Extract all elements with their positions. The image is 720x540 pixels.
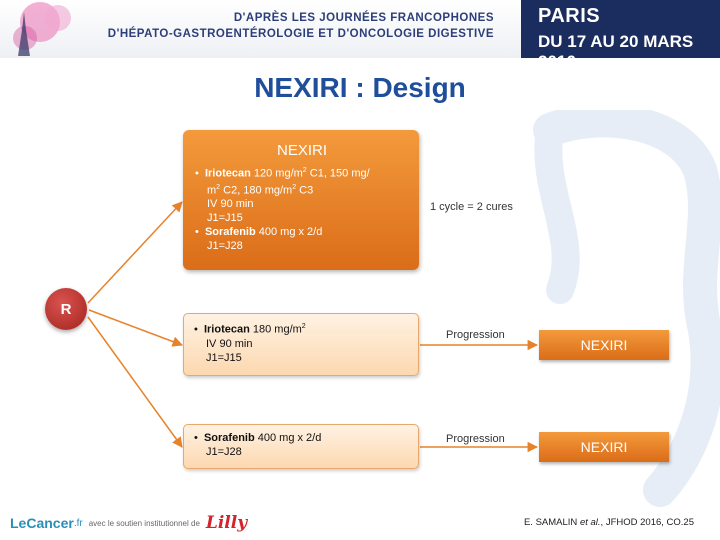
arrow-to-nexiri-arm (88, 202, 182, 303)
crossover-nexiri-box-2: NEXIRI (539, 432, 669, 462)
lecancer-logo-cancer: Cancer (26, 515, 74, 531)
cycle-note: 1 cycle = 2 cures (430, 201, 513, 213)
nexiri-arm-box (183, 130, 419, 270)
nexiri-irinotecan-schedule: J1=J15 (207, 212, 243, 225)
lecancer-logo-le: Le (10, 515, 27, 531)
footer-sponsor (10, 513, 247, 533)
lilly-logo: Lilly (205, 513, 248, 533)
city-name: PARIS (538, 5, 601, 27)
conference-dates: DU 17 AU 20 MARS 2016 (538, 32, 694, 71)
irinotecan-route: IV 90 min (206, 337, 253, 350)
irinotecan-schedule: J1=J15 (206, 351, 242, 364)
arrow-to-sorafenib-arm (88, 317, 182, 447)
crossover-nexiri-box-1: NEXIRI (539, 330, 669, 360)
irinotecan-arm-box (183, 313, 419, 376)
randomization-node: R (45, 288, 87, 330)
conference-name-line2: D'HÉPATO-GASTROENTÉROLOGIE ET D'ONCOLOGIE DIGESTIVE (107, 28, 494, 40)
conference-name-line1: D'APRÈS LES JOURNÉES FRANCOPHONES (233, 12, 494, 24)
sorafenib-arm-box (183, 424, 419, 469)
irinotecan-dose: • Iriotecan 180 $mg/m^2$ (194, 323, 306, 336)
nexiri-sorafenib-schedule: J1=J28 (207, 240, 243, 253)
nexiri-arm-title: NEXIRI (276, 142, 327, 159)
nexiri-irinotecan-dose-cont: $m^2$ C2, 180 $mg/m^2$ C3 (207, 183, 314, 197)
progression-label-1: Progression (446, 329, 505, 341)
nexiri-sorafenib-dose: • Sorafenib 400 mg x 2/d (195, 226, 323, 239)
arrow-to-irinotecan-arm (89, 310, 182, 345)
nexiri-irinotecan-dose: • Iriotecan 120 $mg/m^2$ C1, 150 mg/ (195, 167, 370, 180)
progression-label-2: Progression (446, 433, 505, 445)
sponsor-text: avec le soutien institutionnel de (88, 518, 200, 528)
sorafenib-schedule: J1=J28 (206, 446, 242, 458)
slide-title: NEXIRI : Design (254, 72, 466, 103)
nexiri-irinotecan-route: IV 90 min (207, 198, 254, 211)
lecancer-logo-fr: .fr (73, 517, 83, 529)
citation: E. SAMALIN et al., JFHOD 2016, CO.25 (523, 517, 694, 528)
sorafenib-dose: • Sorafenib 400 mg x 2/d (194, 432, 322, 444)
